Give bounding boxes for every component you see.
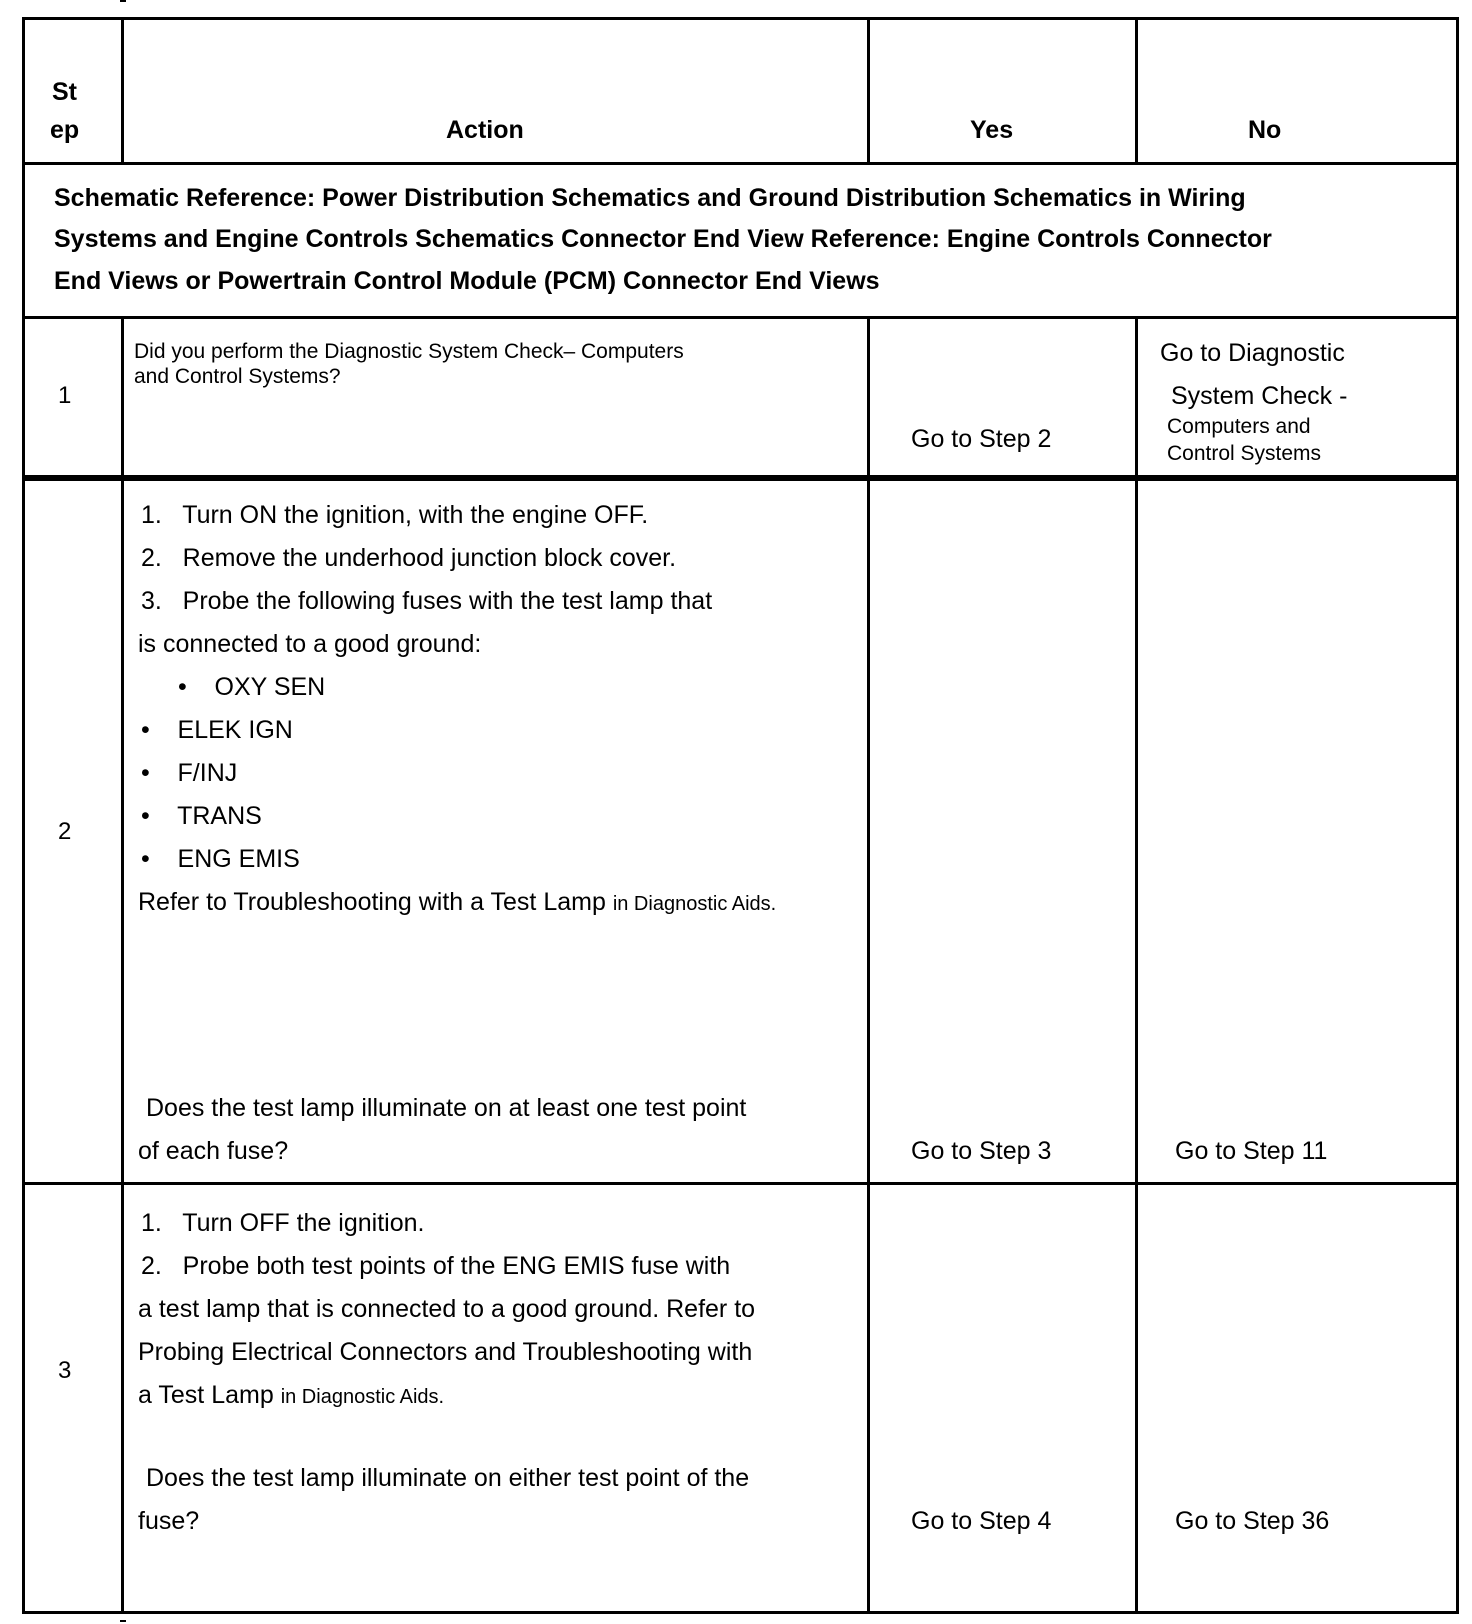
step2-action-item3-cont: is connected to a good ground:: [138, 630, 482, 658]
step2-fuse-oxy-sen: • OXY SEN: [178, 673, 326, 701]
step2-refer-small: in Diagnostic Aids.: [612, 893, 777, 915]
header-yes: Yes: [970, 116, 1014, 144]
step2-yes: Go to Step 3: [911, 1137, 1052, 1165]
reference-divider: [25, 316, 1456, 319]
col-divider-1: [121, 20, 124, 163]
step1-no-line1: Go to Diagnostic: [1160, 339, 1345, 367]
step2-refer-line: [138, 890, 776, 915]
diagnostic-table: [22, 17, 1459, 1614]
step1-no-line4: Control Systems: [1167, 442, 1322, 465]
step2-action-item2: 2. Remove the underhood junction block cover.: [141, 544, 677, 572]
col-divider-3-body: [1135, 317, 1138, 1614]
step2-fuse-elek-ign: • ELEK IGN: [141, 716, 293, 744]
col-divider-2: [867, 20, 870, 163]
header-action: Action: [446, 116, 524, 144]
step1-yes: Go to Step 2: [911, 425, 1052, 453]
step3-question-line2: fuse?: [138, 1507, 200, 1535]
step2-fuse-eng-emis: • ENG EMIS: [141, 845, 300, 873]
step2-fuse-trans: • TRANS: [141, 802, 262, 830]
step2-action-item1: 1. Turn ON the ignition, with the engine OFF.: [141, 501, 649, 529]
step3-number: 3: [58, 1357, 72, 1384]
step2-fuse-finj: • F/INJ: [141, 759, 238, 787]
col-divider-2-body: [867, 317, 870, 1614]
step2-question-line1: Does the test lamp illuminate on at least one test point: [146, 1094, 747, 1122]
step3-action-item2-cont2: Probing Electrical Connectors and Troubleshooting with: [138, 1338, 753, 1366]
header-no: No: [1248, 116, 1282, 144]
step3-question-line1: Does the test lamp illuminate on either test point of the: [146, 1464, 750, 1492]
step2-number: 2: [58, 818, 72, 845]
step2-divider: [25, 1182, 1456, 1185]
step1-action-line2: and Control Systems?: [134, 365, 341, 388]
top-tick-mark: [120, 0, 126, 2]
step3-action-item2: 2. Probe both test points of the ENG EMIS fuse with: [141, 1252, 731, 1280]
step1-no-line2: System Check -: [1171, 382, 1348, 410]
header-step-line2: ep: [50, 116, 80, 144]
reference-line-2: Systems and Engine Controls Schematics Connector End View Reference: Engine Controls Connector: [54, 225, 1272, 253]
step2-no: Go to Step 11: [1175, 1137, 1328, 1165]
step3-refer-text: a Test Lamp: [138, 1381, 274, 1409]
step1-number: 1: [58, 382, 72, 409]
step1-no-line3: Computers and: [1167, 415, 1311, 438]
step3-action-item1: 1. Turn OFF the ignition.: [141, 1209, 425, 1237]
step3-action-item2-cont1: a test lamp that is connected to a good ground. Refer to: [138, 1295, 756, 1323]
step1-divider: [25, 475, 1456, 481]
step2-action-item3: 3. Probe the following fuses with the test lamp that: [141, 587, 713, 615]
step3-yes: Go to Step 4: [911, 1507, 1052, 1535]
reference-line-3: End Views or Powertrain Control Module (PCM) Connector End Views: [54, 267, 880, 295]
col-divider-1-body: [121, 317, 124, 1614]
reference-line-1: Schematic Reference: Power Distribution Schematics and Ground Distribution Schematics in Wiring: [54, 184, 1246, 212]
step2-refer-text: Refer to Troubleshooting with a Test Lamp: [138, 888, 606, 916]
bottom-tick-mark: [120, 1620, 126, 1622]
step2-question-line2: of each fuse?: [138, 1137, 289, 1165]
step3-refer-line: [138, 1383, 444, 1408]
step1-action-line1: Did you perform the Diagnostic System Check– Computers: [134, 340, 684, 363]
col-divider-3: [1135, 20, 1138, 163]
header-step-line1: St: [52, 78, 77, 106]
step3-refer-small: in Diagnostic Aids.: [280, 1386, 445, 1408]
step3-no: Go to Step 36: [1175, 1507, 1330, 1535]
header-divider: [25, 162, 1456, 165]
